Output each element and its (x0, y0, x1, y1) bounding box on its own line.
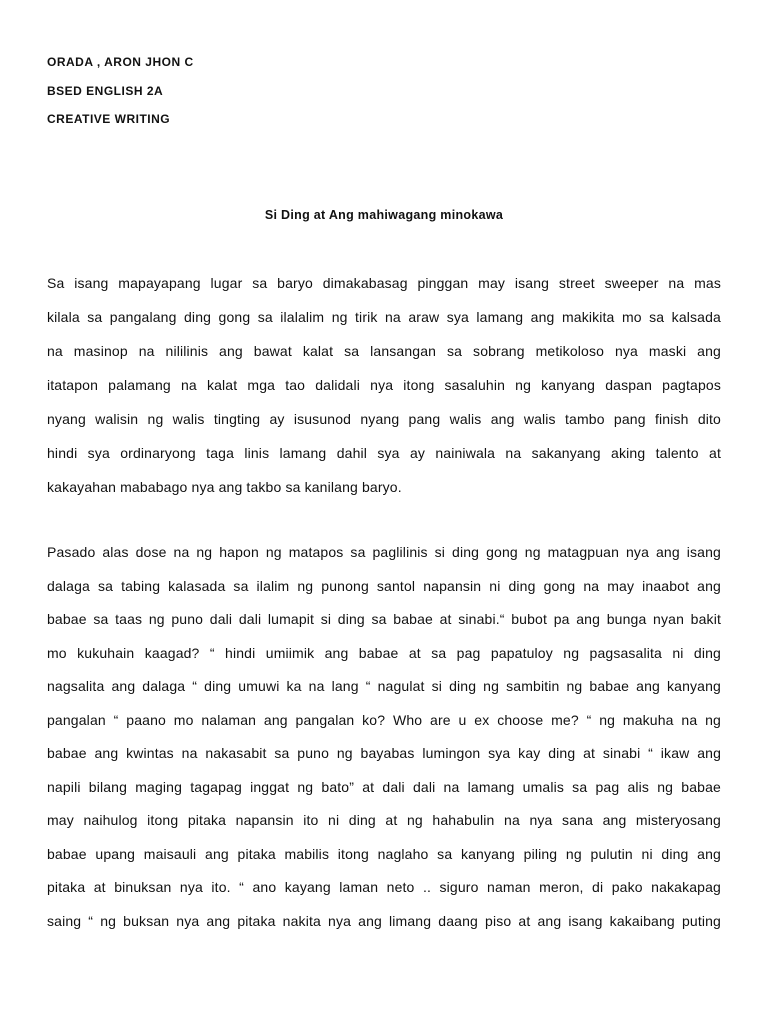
text-line: nyang walisin ng walis tingting ay isusunod nyang pang walis ang walis tambo pang finish dito (47, 411, 721, 427)
text-line: mo kukuhain kaagad? “ hindi umiimik ang babae at sa pag papatuloy ng pagsasalita ni ding (47, 644, 721, 661)
text-line: saing “ ng buksan nya ang pitaka nakita nya ang limang daang piso at ang isang kakaibang puting (47, 912, 721, 929)
text-line: babae sa taas ng puno dali dali lumapit si ding sa babae at sinabi.“ bubot pa ang bunga nyan bakit (47, 611, 721, 627)
text-line: itatapon palamang na kalat mga tao dalidali nya itong sasaluhin ng kanyang daspan pagtapos (47, 377, 721, 393)
text-line: Sa isang mapayapang lugar sa baryo dimakabasag pinggan may isang street sweeper na mas (47, 275, 721, 291)
story-title: Si Ding at Ang mahiwagang minokawa (264, 208, 504, 222)
text-line: pitaka at binuksan nya ito. “ ano kayang laman neto .. siguro naman meron, di pako nakakapag (47, 879, 721, 895)
text-line: kakayahan mababago nya ang takbo sa kanilang baryo. (47, 479, 402, 495)
text-line: babae ang kwintas na nakasabit sa puno ng bayabas lumingon sya kay ding at sinabi “ ikaw ang (47, 745, 721, 761)
text-line: dalaga sa tabing kalasada sa ilalim ng punong santol napansin ni ding gong na may inaabot ang (47, 577, 721, 594)
text-line: nagsalita ang dalaga “ ding umuwi ka na lang “ nagulat si ding ng sambitin ng babae ang kanyang (47, 678, 721, 694)
course-section: BSED ENGLISH 2A (47, 84, 164, 98)
text-line: babae upang maisauli ang pitaka mabilis itong naglaho sa kanyang piling ng pulutin ni ding ang (47, 845, 721, 862)
text-line: napili bilang maging tagapag inggat ng bato” at dali dali na lamang umalis sa pag alis ng babae (47, 778, 721, 795)
text-line: may naihulog itong pitaka napansin ito ni ding at ng hahabulin na nya sana ang misteryosang (47, 812, 721, 828)
text-line: hindi sya ordinaryong taga linis lamang dahil sya ay nainiwala na sakanyang aking talento at (47, 445, 721, 461)
text-line: kilala sa pangalang ding gong sa ilalalim ng tirik na araw sya lamang ang makikita mo sa kalsada (47, 309, 721, 325)
subject-label: CREATIVE WRITING (47, 112, 171, 126)
text-line: na masinop na nililinis ang bawat kalat sa lansangan sa sobrang metikoloso nya maski ang (47, 343, 721, 359)
author-name: ORADA , ARON JHON C (47, 55, 194, 69)
text-line: Pasado alas dose na ng hapon ng matapos sa paglilinis si ding gong ng matagpuan nya ang isang (47, 544, 721, 560)
text-line: pangalan “ paano mo nalaman ang pangalan ko? Who are u ex choose me? “ ng makuha na ng (47, 711, 721, 728)
